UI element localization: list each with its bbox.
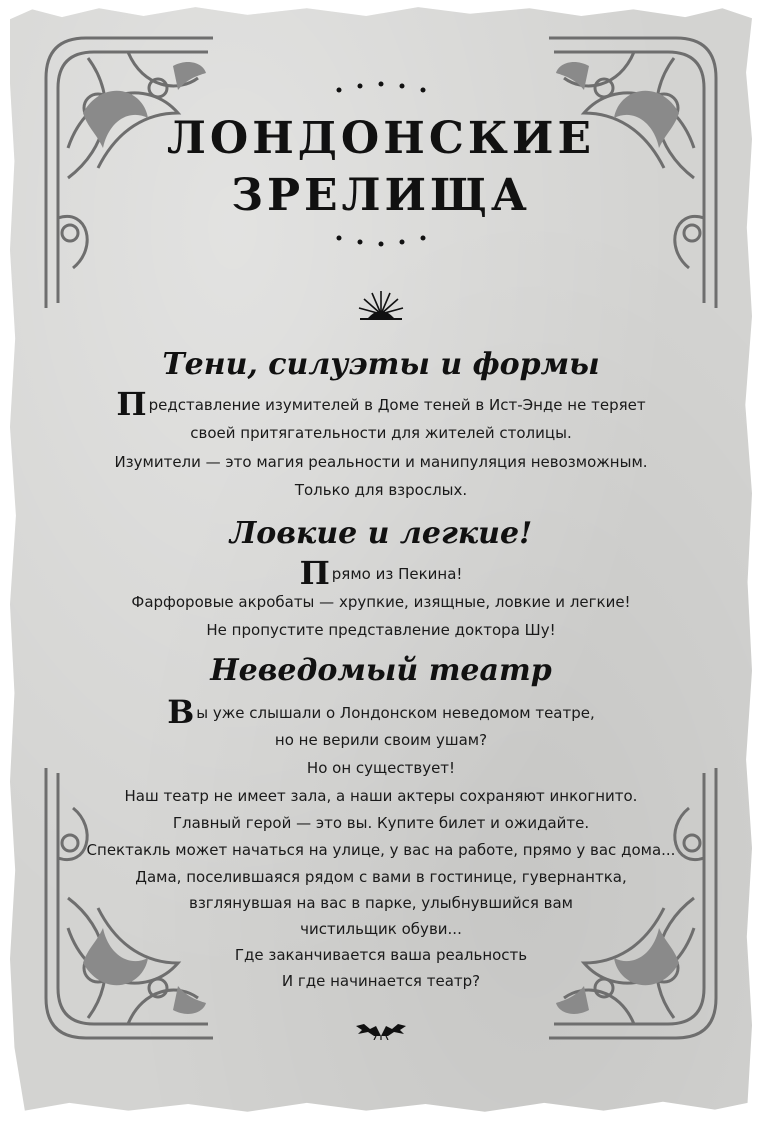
section-text-line: Но он существует! [306, 759, 456, 777]
section-text-line: Не пропустите представление доктора Шу! [206, 621, 556, 639]
drop-cap: П [299, 554, 330, 592]
dots-divider-icon [331, 234, 431, 248]
section-text-line: но не верили своим ушам? [274, 731, 488, 749]
section-text-line: Вы уже слышали о Лондонском неведомом театре, [167, 693, 595, 731]
drop-cap: В [167, 693, 195, 731]
section-text-line: Представление изумителей в Доме теней в Ист-Энде не теряет [116, 385, 646, 423]
section-text-line: Прямо из Пекина! [299, 554, 463, 592]
page-title-line-1: ЛОНДОНСКИЕ [167, 113, 595, 164]
sunburst-icon [356, 288, 406, 326]
section-heading: Тени, силуэты и формы [162, 347, 600, 382]
section-text-line: Главный герой — это вы. Купите билет и ожидайте. [172, 814, 590, 832]
page-title-line-2: ЗРЕЛИЩА [231, 170, 531, 221]
section-text-line: И где начинается театр? [281, 972, 481, 990]
section-text-line: Спектакль может начаться на улице, у вас на работе, прямо у вас дома... [86, 841, 676, 859]
drop-cap: П [116, 385, 147, 423]
section-text-line: Наш театр не имеет зала, а наши актеры сохраняют инкогнито. [124, 787, 638, 805]
section-text-line: Фарфоровые акробаты — хрупкие, изящные, ловкие и легкие! [131, 593, 631, 611]
section-text-line: Дама, поселившаяся рядом с вами в гостинице, гувернантка, [135, 868, 627, 886]
section-text-line: чистильщик обуви... [300, 920, 462, 938]
section-heading: Неведомый театр [210, 653, 552, 688]
section-text-line: своей притягательности для жителей столицы. [190, 424, 572, 442]
dots-divider-icon [331, 80, 431, 94]
bat-icon [354, 1018, 408, 1044]
section-text-line: Изумители — это магия реальности и манипуляция невозможным. [114, 453, 648, 471]
section-text-line: Где заканчивается ваша реальность [234, 946, 528, 964]
section-text-line: взглянувшая на вас в парке, улыбнувшийся вам [188, 894, 573, 912]
section-heading: Ловкие и легкие! [229, 516, 533, 551]
section-text-line: Только для взрослых. [294, 481, 468, 499]
